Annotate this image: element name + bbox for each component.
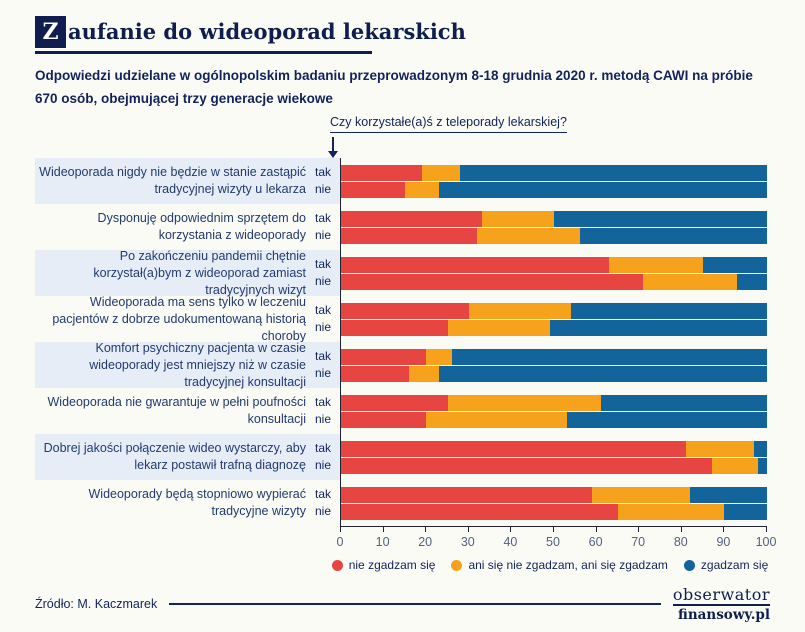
tak-label: tak <box>315 349 332 363</box>
axis-tick <box>723 527 724 532</box>
category-label: Dobrej jakości połączenie wideo wystarczy, aby lekarz postawił trafną diagnozę <box>43 441 306 472</box>
axis-tick-label: 90 <box>716 535 731 549</box>
tak-bar <box>341 257 767 273</box>
category-row <box>35 434 770 480</box>
bar-segment-neutral <box>686 441 754 457</box>
legend <box>325 558 775 572</box>
obserwator-finansowy-logo <box>673 586 770 622</box>
bar-segment-neutral <box>409 366 439 382</box>
yes-no-labels <box>315 296 340 342</box>
bar-segment-neutral <box>448 395 601 411</box>
category-band <box>35 342 340 388</box>
axis-tick-label: 60 <box>588 535 603 549</box>
axis-tick-label: 30 <box>460 535 475 549</box>
nie-bar <box>341 274 767 290</box>
axis-tick <box>383 527 384 532</box>
yes-no-labels <box>315 480 340 526</box>
bar-segment-agree <box>571 303 767 319</box>
legend-item <box>684 558 768 572</box>
nie-label: nie <box>315 274 332 288</box>
logo-divider <box>673 604 770 606</box>
category-label: Po zakończeniu pandemii chętnie korzystał(a)bym z wideoporad zamiast tradycyjnych wizyt <box>93 248 306 297</box>
bar-segment-agree <box>724 504 767 520</box>
axis-tick <box>553 527 554 532</box>
legend-label: nie zgadzam się <box>348 558 436 572</box>
bar-segment-disagree <box>341 504 618 520</box>
axis-tick-label: 80 <box>673 535 688 549</box>
nie-bar <box>341 320 767 336</box>
category-row <box>35 296 770 342</box>
annotation-arrow-head-icon <box>328 151 338 158</box>
bar-segment-disagree <box>341 182 405 198</box>
tak-label: tak <box>315 257 332 271</box>
nie-label: nie <box>315 366 332 380</box>
bar-segment-disagree <box>341 320 448 336</box>
bar-segment-neutral <box>469 303 571 319</box>
axis-tick-label: 70 <box>631 535 646 549</box>
footer <box>35 586 770 622</box>
bar-segment-agree <box>690 487 767 503</box>
axis-tick-label: 100 <box>755 535 777 549</box>
category-row <box>35 158 770 204</box>
bar-pair <box>340 296 767 342</box>
title-text: aufanie do wideoporad lekarskich <box>68 19 466 44</box>
bar-segment-disagree <box>341 487 592 503</box>
nie-label: nie <box>315 320 332 334</box>
yes-no-labels <box>315 388 340 434</box>
bar-segment-neutral <box>448 320 550 336</box>
category-band <box>35 296 340 342</box>
tak-bar <box>341 487 767 503</box>
legend-label: ani się nie zgadzam, ani się zgadzam <box>468 558 668 572</box>
nie-bar <box>341 228 767 244</box>
tak-label: tak <box>315 395 332 409</box>
nie-bar <box>341 504 767 520</box>
bar-segment-agree <box>737 274 767 290</box>
bar-segment-neutral <box>609 257 703 273</box>
legend-dot-icon <box>451 560 462 571</box>
category-band <box>35 434 340 480</box>
bar-pair <box>340 480 767 526</box>
bar-segment-agree <box>460 165 767 181</box>
page-title <box>35 16 466 48</box>
axis-tick <box>766 527 767 532</box>
bar-segment-disagree <box>341 441 686 457</box>
bar-segment-neutral <box>482 211 554 227</box>
category-label: Wideoporada nie gwarantuje w pełni poufności konsultacji <box>47 395 306 426</box>
bar-segment-disagree <box>341 458 712 474</box>
nie-bar <box>341 182 767 198</box>
legend-dot-icon <box>684 560 695 571</box>
nie-label: nie <box>315 412 332 426</box>
legend-dot-icon <box>332 560 343 571</box>
nie-label: nie <box>315 228 332 242</box>
chart-rows <box>35 158 770 526</box>
bar-segment-agree <box>601 395 767 411</box>
legend-label: zgadzam się <box>700 558 769 572</box>
yes-no-labels <box>315 158 340 204</box>
bar-segment-agree <box>439 182 767 198</box>
bar-segment-agree <box>754 441 767 457</box>
tak-label: tak <box>315 303 332 317</box>
bar-segment-neutral <box>712 458 759 474</box>
category-band <box>35 204 340 250</box>
bar-segment-agree <box>452 349 767 365</box>
axis-tick <box>596 527 597 532</box>
yes-no-labels <box>315 204 340 250</box>
nie-bar <box>341 366 767 382</box>
chart-subtitle <box>35 64 775 110</box>
axis-tick-label: 0 <box>336 535 344 549</box>
category-band <box>35 250 340 296</box>
bar-segment-agree <box>567 412 767 428</box>
x-axis <box>336 526 777 549</box>
category-label: Komfort psychiczny pacjenta w czasie wideoporady jest mniejszy niż w czasie tradycyjnej konsultacji <box>89 340 306 389</box>
annotation-arrow-line <box>332 137 334 152</box>
bar-pair <box>340 388 767 434</box>
bar-segment-neutral <box>477 228 579 244</box>
tak-bar <box>341 349 767 365</box>
axis-tick <box>638 527 639 532</box>
axis-tick-label: 40 <box>503 535 518 549</box>
tak-label: tak <box>315 165 332 179</box>
category-row <box>35 250 770 296</box>
bar-segment-neutral <box>618 504 725 520</box>
axis-tick <box>425 527 426 532</box>
axis-tick <box>681 527 682 532</box>
bar-segment-neutral <box>426 349 452 365</box>
bar-segment-agree <box>554 211 767 227</box>
bar-segment-disagree <box>341 228 477 244</box>
bar-pair <box>340 342 767 388</box>
subtitle-line2: 670 osób, obejmującej trzy generacje wiekowe <box>35 91 333 106</box>
bar-segment-disagree <box>341 257 609 273</box>
axis-tick <box>510 527 511 532</box>
bar-segment-neutral <box>592 487 690 503</box>
category-label: Wideoporada ma sens tylko w leczeniu pacjentów z dobrze udokumentowaną historią choroby <box>52 294 306 343</box>
bar-segment-disagree <box>341 366 409 382</box>
footer-divider <box>169 603 661 605</box>
bar-segment-neutral <box>426 412 567 428</box>
bar-segment-agree <box>550 320 767 336</box>
tak-bar <box>341 211 767 227</box>
bar-pair <box>340 158 767 204</box>
title-underline <box>35 51 372 54</box>
annotation-question: Czy korzystałe(a)ś z teleporady lekarskiej? <box>330 115 567 133</box>
category-band <box>35 388 340 434</box>
bar-segment-neutral <box>643 274 737 290</box>
axis-tick <box>468 527 469 532</box>
yes-no-labels <box>315 342 340 388</box>
tak-bar <box>341 441 767 457</box>
nie-bar <box>341 458 767 474</box>
bar-segment-disagree <box>341 165 422 181</box>
bar-segment-agree <box>703 257 767 273</box>
legend-item <box>451 558 667 572</box>
nie-label: nie <box>315 504 332 518</box>
nie-label: nie <box>315 458 332 472</box>
bar-segment-neutral <box>422 165 460 181</box>
axis-tick <box>340 527 341 532</box>
axis-tick-label: 10 <box>375 535 390 549</box>
axis-tick-label: 20 <box>418 535 433 549</box>
category-band <box>35 158 340 204</box>
tak-bar <box>341 303 767 319</box>
bar-pair <box>340 434 767 480</box>
nie-label: nie <box>315 182 332 196</box>
category-label: Dysponuję odpowiednim sprzętem do korzystania z wideoporady <box>97 211 306 242</box>
bar-segment-disagree <box>341 211 482 227</box>
bar-segment-agree <box>758 458 767 474</box>
bar-segment-disagree <box>341 395 448 411</box>
source-text: Źródło: M. Kaczmarek <box>35 596 158 611</box>
bar-segment-agree <box>439 366 767 382</box>
category-row <box>35 388 770 434</box>
tak-label: tak <box>315 441 332 455</box>
bar-segment-disagree <box>341 274 643 290</box>
category-row <box>35 480 770 526</box>
tak-label: tak <box>315 211 332 225</box>
bar-segment-agree <box>580 228 767 244</box>
title-initial-badge: Z <box>35 16 66 48</box>
category-row <box>35 342 770 388</box>
bar-segment-disagree <box>341 412 426 428</box>
bar-segment-disagree <box>341 349 426 365</box>
logo-line2: finansowy.pl <box>678 606 770 623</box>
bar-segment-disagree <box>341 303 469 319</box>
category-band <box>35 480 340 526</box>
tak-bar <box>341 165 767 181</box>
subtitle-line1: Odpowiedzi udzielane w ogólnopolskim badaniu przeprowadzonym 8-18 grudnia 2020 r. metodą CAWI na próbie <box>35 68 753 83</box>
yes-no-labels <box>315 250 340 296</box>
category-label: Wideoporady będą stopniowo wypierać tradycyjne wizyty <box>88 487 306 518</box>
bar-pair <box>340 204 767 250</box>
logo-line1: obserwator <box>672 585 770 604</box>
nie-bar <box>341 412 767 428</box>
bar-segment-neutral <box>405 182 439 198</box>
yes-no-labels <box>315 434 340 480</box>
category-row <box>35 204 770 250</box>
axis-tick-label: 50 <box>546 535 560 549</box>
legend-item <box>332 558 436 572</box>
bar-pair <box>340 250 767 296</box>
tak-bar <box>341 395 767 411</box>
tak-label: tak <box>315 487 332 501</box>
category-label: Wideoporada nigdy nie będzie w stanie zastąpić tradycyjnej wizyty u lekarza <box>39 165 306 196</box>
